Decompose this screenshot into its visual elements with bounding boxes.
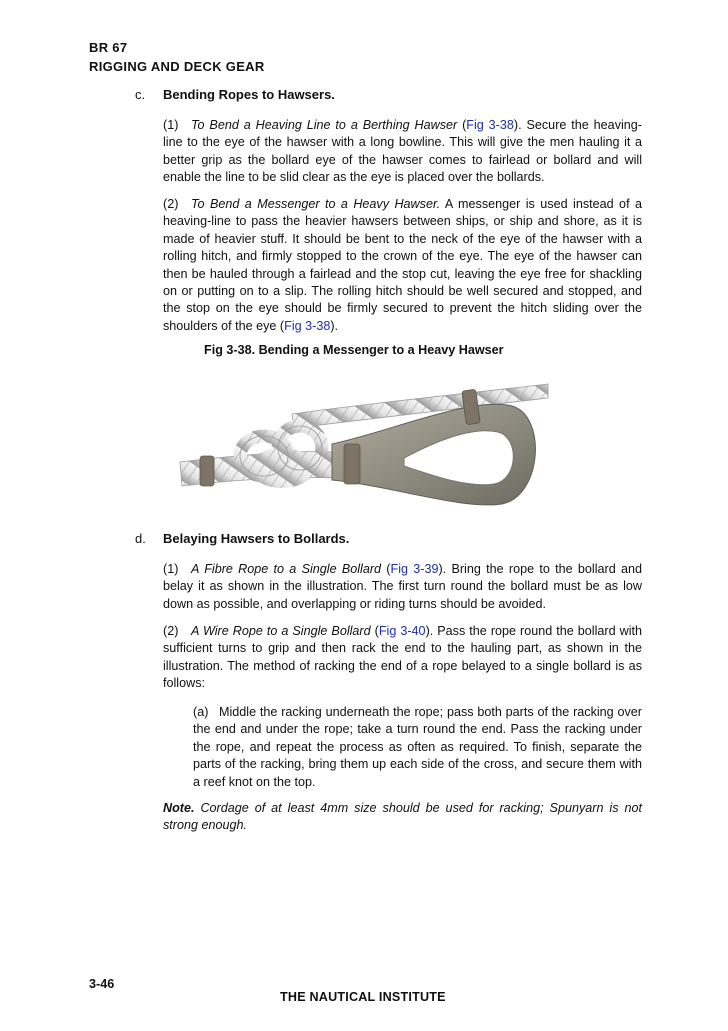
paragraph-number: (a) bbox=[193, 705, 209, 719]
page-number: 3-46 bbox=[89, 977, 115, 991]
paragraph-d2 bbox=[163, 623, 642, 693]
publisher-footer: THE NAUTICAL INSTITUTE bbox=[280, 990, 446, 1004]
running-header-doc-id: BR 67 bbox=[89, 40, 128, 55]
paragraph-d1 bbox=[163, 561, 642, 613]
ref-open: ( bbox=[381, 562, 391, 576]
figure-messenger-hawser bbox=[172, 376, 552, 511]
figure-link[interactable]: Fig 3-39 bbox=[390, 562, 439, 576]
paragraph-title: To Bend a Messenger to a Heavy Hawser. bbox=[191, 197, 441, 211]
section-c-letter: c. bbox=[135, 87, 146, 102]
paragraph-number: (2) bbox=[163, 624, 179, 638]
paragraph-text: Bring the rope to the bollard and belay it as shown in the illustration. The first turn round the bollard must be as low down as possible, and overlapping or riding turns should be avoided. bbox=[163, 562, 642, 611]
ref-close: ). bbox=[425, 624, 438, 638]
figure-link[interactable]: Fig 3-38 bbox=[466, 118, 514, 132]
paragraph-text: Middle the racking underneath the rope; pass both parts of the racking over the end and under the rope; take a turn round the end. Pass the racking under the rope, and repeat the process as often as required. To finish, separate the parts of the racking, bring them up each side of the cross, and secure them with a reef knot on the top. bbox=[193, 705, 642, 789]
note-paragraph bbox=[163, 800, 642, 835]
running-header-title: RIGGING AND DECK GEAR bbox=[89, 59, 265, 74]
ref-open: ( bbox=[370, 624, 379, 638]
paragraph-number: (1) bbox=[163, 118, 179, 132]
ref-open: ( bbox=[457, 118, 467, 132]
paragraph-d2a bbox=[193, 704, 642, 791]
paragraph-c1 bbox=[163, 117, 642, 187]
paragraph-number: (1) bbox=[163, 562, 179, 576]
section-d-title: Belaying Hawsers to Bollards. bbox=[163, 531, 350, 546]
figure-caption: Fig 3-38. Bending a Messenger to a Heavy Hawser bbox=[204, 343, 504, 357]
seizing-left bbox=[200, 456, 214, 486]
paragraph-text: A messenger is used instead of a heaving-line to pass the heavier hawsers between ships, or ship and shore, as it is made of heavier stuff. It should be bent to the neck of the eye of the hawser with a rolling hitch, and firmly stopped to the crown of the eye. The eye of the hawser can then be hauled through a fairlead and the stop cut, leaving the eye free for shackling on or putting on to a slip. The rolling hitch should be well secured and stopped, and the stop on the eye should be firmly secured to prevent the hitch sliding over the shoulders of the eye ( bbox=[163, 197, 642, 333]
paragraph-end: ). bbox=[330, 318, 339, 333]
paragraph-c2 bbox=[163, 196, 642, 335]
section-d-letter: d. bbox=[135, 531, 146, 546]
ref-close: ). bbox=[513, 118, 527, 132]
paragraph-title: To Bend a Heaving Line to a Berthing Hawser bbox=[191, 118, 458, 132]
ref-close: ). bbox=[438, 562, 452, 576]
figure-link[interactable]: Fig 3-38 bbox=[284, 318, 331, 333]
seizing-throat bbox=[344, 444, 360, 484]
paragraph-title: A Wire Rope to a Single Bollard bbox=[191, 624, 371, 638]
note-label: Note. bbox=[163, 801, 195, 815]
paragraph-text: Secure the heaving-line to the eye of the hawser with a long bowline. This will give the men hauling it a better grip as the bollard eye of the hawser comes to fairlead or bollard and will enable the line to be slid clear as the eye is placed over the bollards. bbox=[163, 118, 642, 185]
paragraph-title: A Fibre Rope to a Single Bollard bbox=[191, 562, 382, 576]
note-text: Cordage of at least 4mm size should be used for racking; Spunyarn is not strong enough. bbox=[163, 801, 642, 833]
section-c-title: Bending Ropes to Hawsers. bbox=[163, 87, 335, 102]
paragraph-number: (2) bbox=[163, 197, 179, 211]
rope-illustration bbox=[172, 376, 552, 511]
paragraph-text: Pass the rope round the bollard with sufficient turns to grip and then rack the end to the hauling part, as shown in the illustration. The method of racking the end of a rope belayed to a single bollard is as follows: bbox=[163, 624, 642, 691]
figure-link[interactable]: Fig 3-40 bbox=[378, 624, 426, 638]
